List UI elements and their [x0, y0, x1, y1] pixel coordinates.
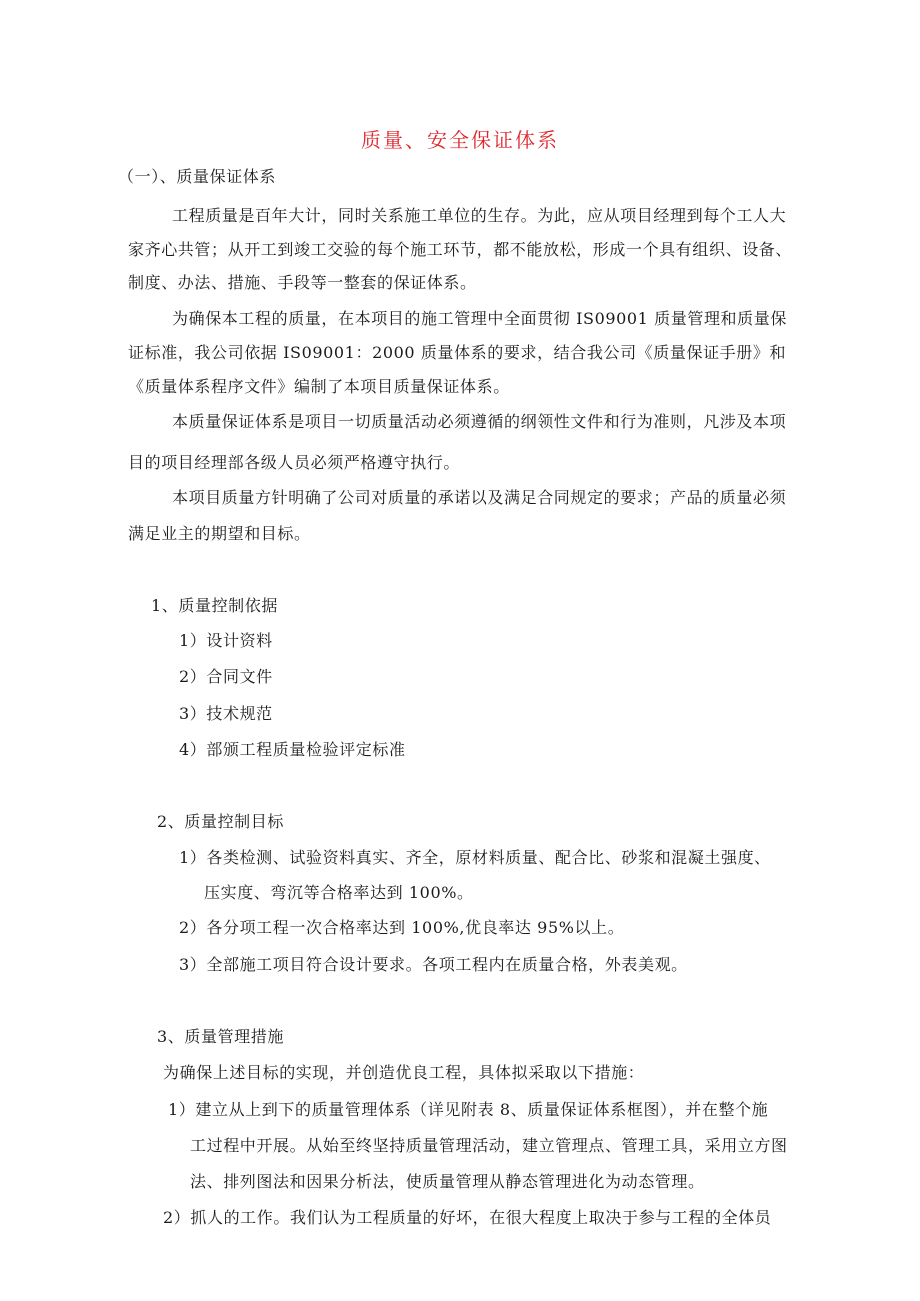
document-title: 质量、安全保证体系 — [361, 128, 559, 152]
list-item: 2）抓人的工作。我们认为工程质量的好坏，在很大程度上取决于参与工程的全体员 — [163, 1208, 772, 1227]
list-item-continuation: 法、排列图法和因果分析法，使质量管理从静态管理进化为动态管理。 — [190, 1172, 705, 1191]
list-item: 1）各类检测、试验资料真实、齐全，原材料质量、配合比、砂浆和混凝土强度、 — [179, 848, 771, 867]
paragraph-line: 工程质量是百年大计，同时关系施工单位的生存。为此，应从项目经理到每个工人大 — [172, 206, 787, 225]
paragraph-line: 本项目质量方针明确了公司对质量的承诺以及满足合同规定的要求；产品的质量必须 — [172, 488, 787, 507]
paragraph-line: 为确保本工程的质量，在本项目的施工管理中全面贯彻 IS09001 质量管理和质量保 — [172, 309, 787, 328]
list-item-continuation: 压实度、弯沉等合格率达到 100%。 — [204, 883, 474, 902]
subsection-heading: 3、质量管理措施 — [157, 1027, 284, 1046]
list-item: 4）部颁工程质量检验评定标准 — [179, 740, 406, 759]
paragraph-line: 目的项目经理部各级人员必须严格遵守执行。 — [128, 453, 461, 472]
list-item: 2）合同文件 — [179, 667, 273, 686]
list-item-continuation: 工过程中开展。从始至终坚持质量管理活动，建立管理点、管理工具，采用立方图 — [190, 1136, 788, 1155]
subsection-heading: 1、质量控制依据 — [151, 596, 278, 615]
section-heading: （一）、质量保证体系 — [118, 167, 277, 186]
paragraph-line: 本质量保证体系是项目一切质量活动必须遵循的纲领性文件和行为准则，凡涉及本项 — [172, 412, 787, 431]
list-item: 3）全部施工项目符合设计要求。各项工程内在质量合格，外表美观。 — [179, 955, 688, 974]
list-item: 3）技术规范 — [179, 704, 273, 723]
subsection-heading: 2、质量控制目标 — [157, 812, 284, 831]
list-item: 2）各分项工程一次合格率达到 100%,优良率达 95%以上。 — [179, 918, 625, 937]
paragraph-line: 证标准，我公司依据 IS09001：2000 质量体系的要求，结合我公司《质量保证手册》和 — [128, 343, 787, 362]
paragraph-line: 《质量体系程序文件》编制了本项目质量保证体系。 — [128, 377, 510, 396]
subsection-intro: 为确保上述目标的实现，并创造优良工程，具体拟采取以下措施： — [163, 1063, 645, 1082]
paragraph-line: 满足业主的期望和目标。 — [128, 524, 311, 543]
list-item: 1）建立从上到下的质量管理体系（详见附表 8、质量保证体系框图），并在整个施 — [168, 1100, 769, 1119]
paragraph-line: 制度、办法、措施、手段等一整套的保证体系。 — [128, 273, 477, 292]
list-item: 1）设计资料 — [179, 631, 273, 650]
paragraph-line: 家齐心共管；从开工到竣工交验的每个施工环节，都不能放松，形成一个具有组织、设备、 — [128, 240, 793, 259]
